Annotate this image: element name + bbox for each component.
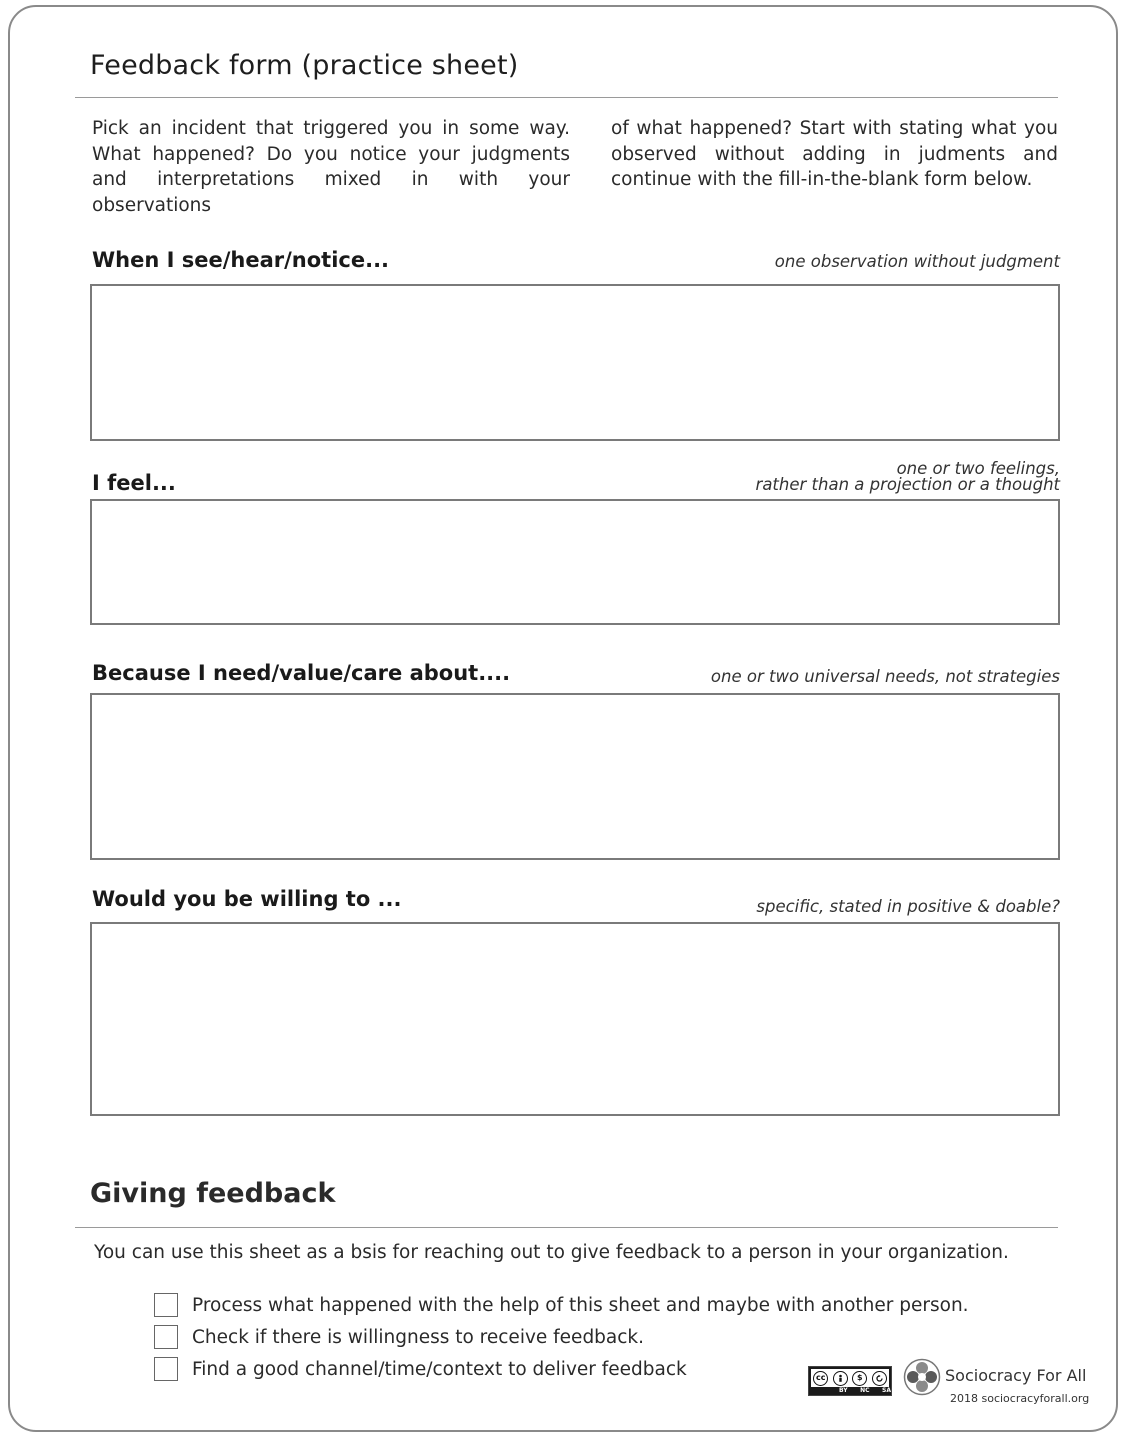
observation-hint: one observation without judgment bbox=[774, 252, 1060, 271]
feeling-hint bbox=[756, 461, 1060, 493]
request-label: Would you be willing to ... bbox=[92, 887, 402, 911]
giving-feedback-heading: Giving feedback bbox=[90, 1178, 336, 1209]
feeling-hint-line-2: rather than a projection or a thought bbox=[755, 475, 1060, 494]
license-icons bbox=[811, 1369, 889, 1387]
need-label: Because I need/value/care about.... bbox=[92, 661, 511, 685]
request-field[interactable] bbox=[90, 922, 1060, 1116]
intro-paragraph-left: Pick an incident that triggered you in some way. What happened? Do you notice your judgments and interpretations mixed in with your observations bbox=[92, 118, 570, 216]
checkbox[interactable] bbox=[154, 1357, 178, 1381]
checkbox[interactable] bbox=[154, 1293, 178, 1317]
license-codes bbox=[839, 1387, 891, 1394]
cc-license-badge bbox=[808, 1366, 892, 1396]
checklist-item bbox=[154, 1357, 687, 1381]
cc-icon: cc bbox=[813, 1371, 828, 1386]
feeling-hint-line-1: one or two feelings, bbox=[896, 459, 1060, 478]
need-field[interactable] bbox=[90, 693, 1060, 860]
license-code-nc: NC bbox=[860, 1387, 870, 1394]
sa-icon bbox=[872, 1371, 887, 1386]
observation-field[interactable] bbox=[90, 284, 1060, 441]
nc-icon: $ bbox=[852, 1371, 867, 1386]
request-hint: specific, stated in positive & doable? bbox=[756, 897, 1060, 916]
feeling-label: I feel... bbox=[92, 471, 176, 495]
need-hint: one or two universal needs, not strategies bbox=[710, 667, 1060, 686]
by-icon bbox=[833, 1371, 848, 1386]
license-code-by: BY bbox=[839, 1387, 848, 1394]
org-website: 2018 sociocracyforall.org bbox=[950, 1392, 1090, 1405]
page-title: Feedback form (practice sheet) bbox=[90, 50, 519, 81]
sociocracy-logo-icon bbox=[903, 1358, 941, 1396]
org-name: Sociocracy For All bbox=[945, 1366, 1087, 1385]
intro-paragraph-right: of what happened? Start with stating what you observed without adding in judments and continue with the fill-in-the-blank form below. bbox=[611, 118, 1058, 190]
checklist-item-label: Check if there is willingness to receive feedback. bbox=[192, 1326, 645, 1348]
giving-feedback-intro: You can use this sheet as a bsis for reaching out to give feedback to a person in your organization. bbox=[94, 1242, 1009, 1263]
checklist-item-label: Process what happened with the help of this sheet and maybe with another person. bbox=[192, 1294, 969, 1316]
checklist-item bbox=[154, 1293, 969, 1317]
license-code-sa: SA bbox=[882, 1387, 891, 1394]
observation-label: When I see/hear/notice... bbox=[92, 248, 390, 272]
checklist-item bbox=[154, 1325, 644, 1349]
feeling-field[interactable] bbox=[90, 499, 1060, 625]
checkbox[interactable] bbox=[154, 1325, 178, 1349]
section-divider bbox=[75, 1227, 1058, 1228]
checklist-item-label: Find a good channel/time/context to deliver feedback bbox=[192, 1358, 687, 1380]
title-divider bbox=[75, 97, 1058, 98]
